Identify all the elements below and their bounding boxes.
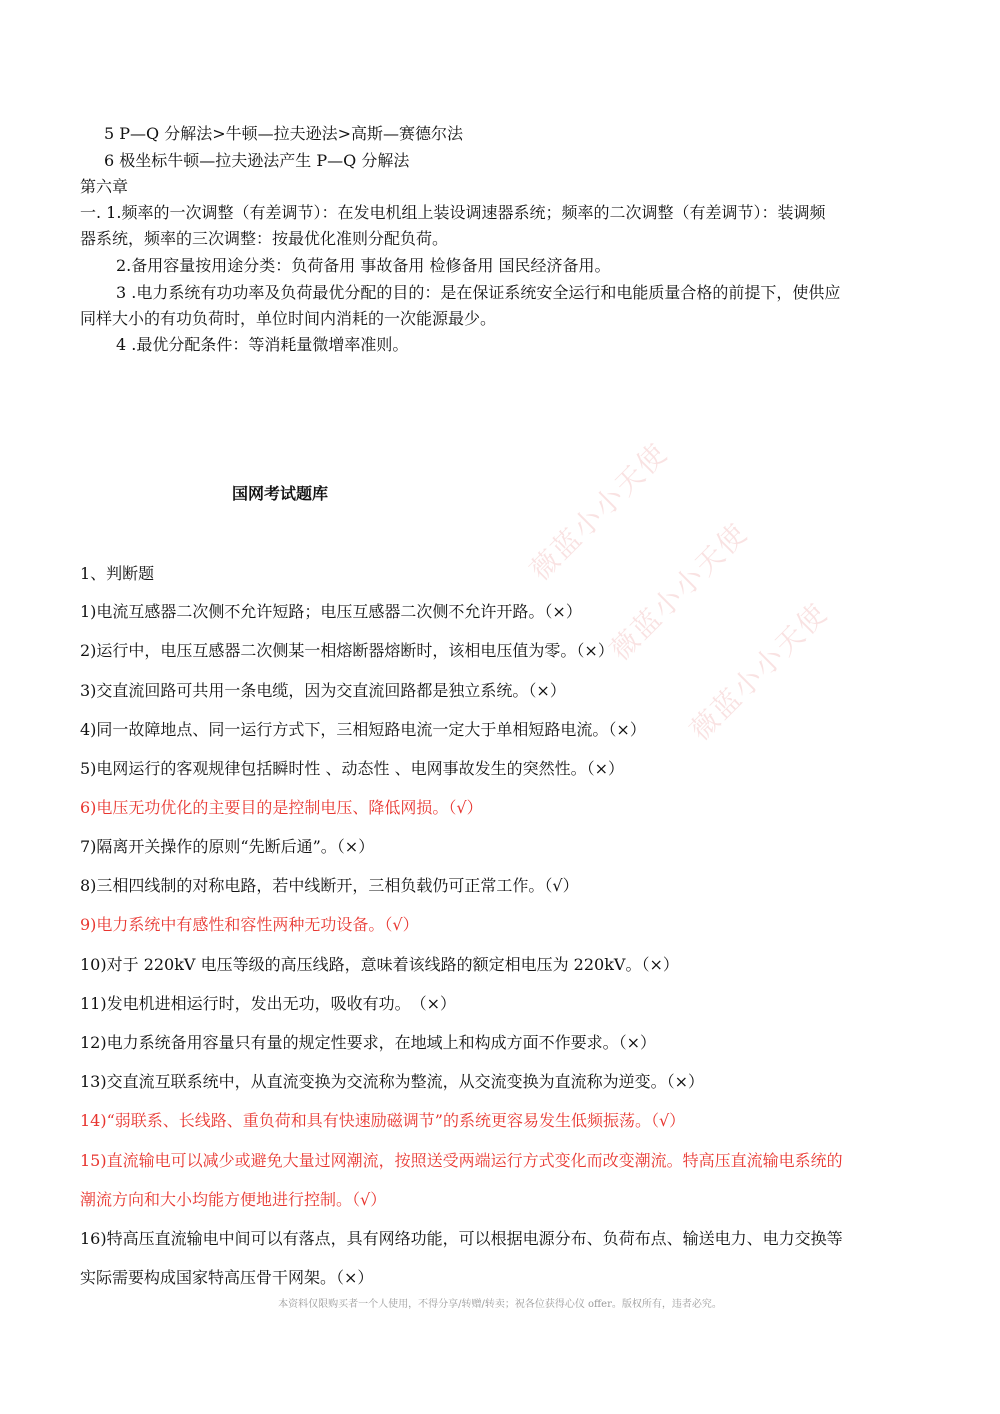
footer-notice: 本资料仅限购买者一个人使用，不得分享/转赠/转卖；祝各位获得心仪 offer。版权所有，违者必究。: [278, 1299, 722, 1310]
question-4: 4)同一故障地点、同一运行方式下，三相短路电流一定大于单相短路电流。（×）: [80, 720, 646, 739]
question-8: 8)三相四线制的对称电路，若中线断开，三相负载仍可正常工作。（√）: [80, 876, 579, 895]
watermark-text: 薇蓝小小天使: [603, 516, 755, 667]
question-16-line-2: 实际需要构成国家特高压骨干网架。（×）: [80, 1268, 374, 1287]
text-line: 5 P—Q 分解法>牛顿—拉夫逊法>高斯—赛德尔法: [104, 124, 464, 143]
question-1: 1)电流互感器二次侧不允许短路；电压互感器二次侧不允许开路。（×）: [80, 602, 582, 621]
question-10: 10)对于 220kV 电压等级的高压线路，意味着该线路的额定相电压为 220kV。（×）: [80, 955, 679, 974]
question-2: 2)运行中，电压互感器二次侧某一相熔断器熔断时，该相电压值为零。（×）: [80, 641, 614, 660]
question-5: 5)电网运行的客观规律包括瞬时性 、动态性 、电网事故发生的突然性。（×）: [80, 759, 625, 778]
section-heading: 1、判断题: [80, 564, 155, 583]
question-15-line-2: 潮流方向和大小均能方便地进行控制。（√）: [80, 1190, 387, 1209]
question-7: 7)隔离开关操作的原则“先断后通”。（×）: [80, 837, 375, 856]
question-12: 12)电力系统备用容量只有量的规定性要求，在地域上和构成方面不作要求。（×）: [80, 1033, 657, 1052]
text-line: 同样大小的有功负荷时，单位时间内消耗的一次能源最少。: [80, 309, 497, 328]
text-line: 一. 1.频率的一次调整（有差调节）：在发电机组上装设调速器系统；频率的二次调整（有差调节）：装调频: [80, 203, 826, 222]
question-9: 9)电力系统中有感性和容性两种无功设备。（√）: [80, 915, 419, 934]
text-line: 器系统，频率的三次调整：按最优化准则分配负荷。: [80, 229, 449, 248]
text-line: 6 极坐标牛顿—拉夫逊法产生 P—Q 分解法: [104, 151, 410, 170]
question-13: 13)交直流互联系统中，从直流变换为交流称为整流，从交流变换为直流称为逆变。（×）: [80, 1072, 705, 1091]
question-3: 3)交直流回路可共用一条电缆，因为交直流回路都是独立系统。（×）: [80, 681, 566, 700]
question-16-line-1: 16)特高压直流输电中间可以有落点，具有网络功能，可以根据电源分布、负荷布点、输送电力、电力交换等: [80, 1229, 843, 1248]
question-11: 11)发电机进相运行时，发出无功，吸收有功。 （×）: [80, 994, 457, 1013]
watermark-text: 薇蓝小小天使: [683, 596, 835, 747]
question-6: 6)电压无功优化的主要目的是控制电压、降低网损。（√）: [80, 798, 483, 817]
bank-title: 国网考试题库: [232, 484, 329, 503]
watermark-text: 薇蓝小小天使: [523, 436, 675, 587]
text-line: 4 .最优分配条件：等消耗量微增率准则。: [116, 335, 409, 354]
question-15-line-1: 15)直流输电可以减少或避免大量过网潮流，按照送受两端运行方式变化而改变潮流。特高压直流输电系统的: [80, 1151, 843, 1170]
text-line: 3 .电力系统有功功率及负荷最优分配的目的：是在保证系统安全运行和电能质量合格的前提下，使供应: [116, 283, 841, 302]
question-14: 14)“弱联系、长线路、重负荷和具有快速励磁调节”的系统更容易发生低频振荡。（√）: [80, 1111, 686, 1130]
text-line: 2.备用容量按用途分类：负荷备用 事故备用 检修备用 国民经济备用。: [116, 256, 611, 275]
chapter-heading: 第六章: [80, 177, 129, 196]
